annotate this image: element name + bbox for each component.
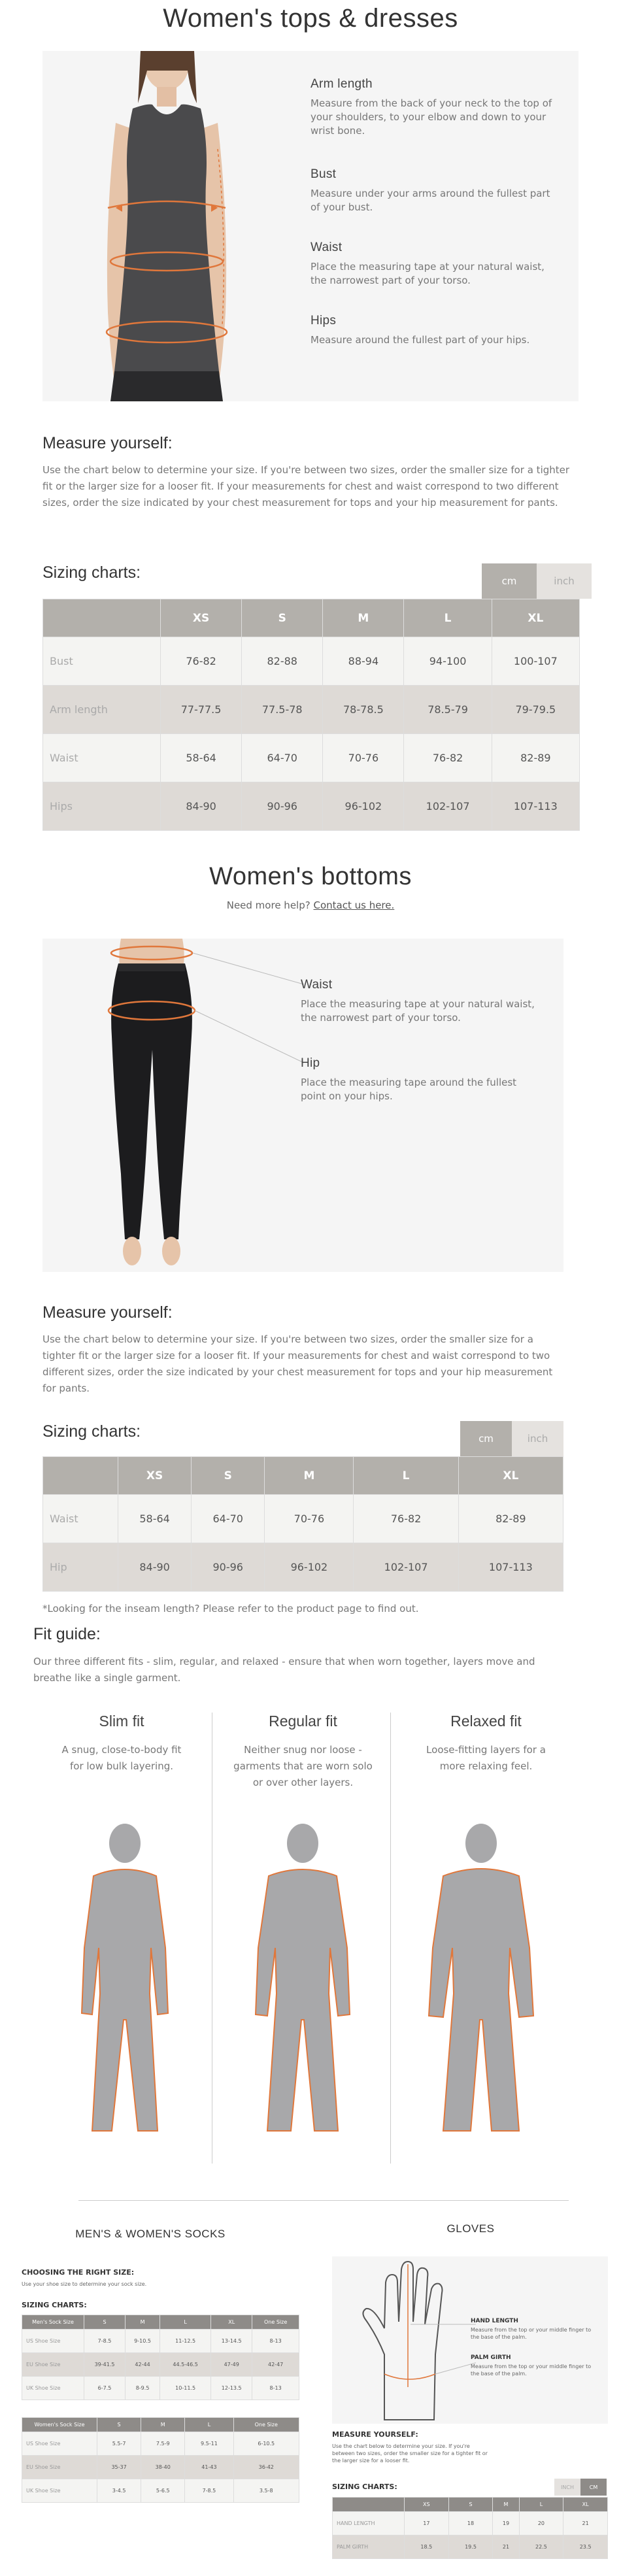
annotation-title: Bust <box>310 167 337 181</box>
annotation-text: Measure around the fullest part of your hips. <box>310 334 530 346</box>
table-header: S <box>84 2315 126 2330</box>
table-cell: 102-107 <box>404 782 492 831</box>
row-label: US Shoe Size <box>22 2432 97 2456</box>
fit-guide-intro: Our three different fits - slim, regular, and relaxed - ensure that when worn together, layers move and breathe like a single garment. <box>33 1656 535 1684</box>
table-cell: 21 <box>493 2535 519 2559</box>
tank-top-shape <box>114 105 219 371</box>
table-cell: 22.5 <box>519 2535 563 2559</box>
annotation-waist <box>310 241 559 288</box>
table-cell: 88-94 <box>323 637 404 686</box>
table-cell: 7-8.5 <box>185 2479 233 2503</box>
bottoms-sizing-table <box>42 1456 563 1592</box>
table-cell: 79-79.5 <box>492 686 579 734</box>
section-divider <box>78 2200 569 2201</box>
bottoms-hero-image <box>42 939 563 1272</box>
mens-socks-table <box>22 2315 299 2400</box>
fit-title: Regular fit <box>269 1713 337 1730</box>
tops-unit-toggle <box>482 563 592 599</box>
table-header: L <box>185 2418 233 2432</box>
measure-text: Use the chart below to determine your size. If you're between two sizes, order the smaller size for a tighter fit or the larger size for a looser fit. <box>332 2443 488 2464</box>
table-header-s: S <box>448 2498 493 2512</box>
hand-outline-icon <box>345 2256 476 2424</box>
annotation-title: Waist <box>301 978 333 992</box>
fit-columns <box>33 1713 569 2170</box>
table-header: One Size <box>233 2418 299 2432</box>
table-header: Men's Sock Size <box>22 2315 84 2330</box>
table-header: S <box>97 2418 141 2432</box>
choosing-size-text: Use your shoe size to determine your sock size. <box>22 2281 147 2287</box>
unit-inch-button[interactable]: inch <box>512 1421 563 1456</box>
table-cell: 78.5-79 <box>404 686 492 734</box>
womens-socks-table <box>22 2417 299 2503</box>
row-label: HAND LENGTH <box>333 2512 405 2535</box>
measure-text: Use the chart below to determine your size. If you're between two sizes, order the smaller size for a tighter fit or the larger size for a looser fit. If your measurements for chest and waist correspond to two different sizes, order the size indicated by your chest measurement for tops and your hip measurement for pants. <box>42 1333 553 1394</box>
unit-inch-button[interactable]: inch <box>537 563 592 599</box>
table-header-s: S <box>242 599 323 637</box>
annotation-text: Place the measuring tape around the fullest point on your hips. <box>301 1077 517 1102</box>
annotation-text: Place the measuring tape at your natural waist, the narrowest part of your torso. <box>310 261 545 286</box>
table-cell: 82-88 <box>242 637 323 686</box>
table-header: M <box>126 2315 160 2330</box>
table-header-m: M <box>323 599 404 637</box>
annotation-title: Waist <box>310 241 343 254</box>
table-cell: 76-82 <box>354 1495 458 1543</box>
table-row <box>43 686 580 734</box>
table-cell: 102-107 <box>354 1543 458 1592</box>
table-cell: 21 <box>563 2512 608 2535</box>
row-label: Bust <box>43 637 161 686</box>
annotation-text: Place the measuring tape at your natural waist, the narrowest part of your torso. <box>301 998 535 1024</box>
table-cell: 38-40 <box>141 2456 185 2479</box>
table-header: XL <box>211 2315 252 2330</box>
table-cell: 9.5-11 <box>185 2432 233 2456</box>
table-header-s: S <box>192 1457 265 1495</box>
gloves-hero <box>332 2256 608 2424</box>
table-cell: 44.5-46.5 <box>160 2353 211 2377</box>
fit-description: A snug, close-to-body fit for low bulk layering. <box>61 1744 182 1772</box>
table-cell: 78-78.5 <box>323 686 404 734</box>
annotation-title: Arm length <box>310 77 373 91</box>
annotation-waist <box>301 978 543 1025</box>
tops-heading: Women's tops & dresses <box>163 4 458 33</box>
table-cell: 11-12.5 <box>160 2330 211 2353</box>
help-text: Need more help? <box>226 899 310 911</box>
table-cell: 7-8.5 <box>84 2330 126 2353</box>
relaxed-fit-figure <box>409 1824 553 2150</box>
fit-column-slim <box>56 1713 187 1775</box>
table-row <box>22 2353 299 2377</box>
table-row <box>333 2535 608 2559</box>
table-cell: 12-13.5 <box>211 2377 252 2400</box>
row-label: Hips <box>43 782 161 831</box>
table-row <box>43 782 580 831</box>
annotation-bust <box>310 167 559 214</box>
table-cell: 96-102 <box>323 782 404 831</box>
table-cell: 7.5-9 <box>141 2432 185 2456</box>
annotation-title: PALM GIRTH <box>471 2354 511 2361</box>
table-cell: 20 <box>519 2512 563 2535</box>
fit-column-relaxed <box>416 1713 556 1775</box>
table-row <box>22 2330 299 2353</box>
table-header-xs: XS <box>118 1457 192 1495</box>
choosing-size-title: CHOOSING THE RIGHT SIZE: <box>22 2268 135 2277</box>
unit-inch-button[interactable]: INCH <box>554 2479 580 2496</box>
unit-cm-button[interactable]: CM <box>580 2479 607 2496</box>
socks-section <box>22 2268 299 2503</box>
annotation-arm-length <box>310 77 559 138</box>
table-header-empty <box>43 599 161 637</box>
gloves-charts-title: SIZING CHARTS: <box>332 2483 397 2491</box>
table-header-m: M <box>265 1457 354 1495</box>
gloves-sizing-table <box>332 2497 608 2559</box>
table-cell: 35-37 <box>97 2456 141 2479</box>
table-cell: 90-96 <box>242 782 323 831</box>
table-row <box>22 2456 299 2479</box>
hand-length-annotation <box>471 2318 595 2341</box>
table-row <box>43 1495 563 1543</box>
table-cell: 6-7.5 <box>84 2377 126 2400</box>
bottoms-unit-toggle <box>460 1421 563 1456</box>
fit-title: Slim fit <box>99 1713 144 1730</box>
table-cell: 96-102 <box>265 1543 354 1592</box>
table-header-empty <box>43 1457 118 1495</box>
table-cell: 84-90 <box>161 782 242 831</box>
annotation-title: HAND LENGTH <box>471 2318 518 2324</box>
table-header: L <box>160 2315 211 2330</box>
table-cell: 8-13 <box>252 2330 299 2353</box>
table-header-empty <box>333 2498 405 2512</box>
table-cell: 64-70 <box>242 734 323 782</box>
table-cell: 90-96 <box>192 1543 265 1592</box>
table-header: One Size <box>252 2315 299 2330</box>
table-row <box>333 2512 608 2535</box>
table-cell: 39-41.5 <box>84 2353 126 2377</box>
help-line <box>0 899 621 911</box>
table-cell: 107-113 <box>458 1543 563 1592</box>
table-cell: 82-89 <box>458 1495 563 1543</box>
tops-sizing-table <box>42 599 580 831</box>
measure-title: Measure yourself: <box>42 1303 173 1322</box>
table-cell: 58-64 <box>161 734 242 782</box>
table-header-xs: XS <box>161 599 242 637</box>
row-label: US Shoe Size <box>22 2330 84 2353</box>
table-cell: 41-43 <box>185 2456 233 2479</box>
tops-sizing-charts-title: Sizing charts: <box>42 563 141 582</box>
table-cell: 76-82 <box>404 734 492 782</box>
table-cell: 47-49 <box>211 2353 252 2377</box>
annotation-title: Hips <box>310 314 337 327</box>
table-row <box>22 2377 299 2400</box>
annotation-text: Measure from the top or your middle finger to the base of the palm. <box>471 2327 592 2340</box>
leggings-shape <box>111 963 192 1239</box>
regular-fit-figure <box>231 1824 375 2150</box>
table-cell: 107-113 <box>492 782 579 831</box>
annotation-title: Hip <box>301 1056 320 1070</box>
table-row <box>43 734 580 782</box>
table-cell: 18 <box>448 2512 493 2535</box>
unit-cm-button[interactable]: cm <box>460 1421 512 1456</box>
measure-text: Use the chart below to determine your size. If you're between two sizes, order the smaller size for a tighter fit or the larger size for a looser fit. If your measurements for chest and waist correspond to two different sizes, order the size indicated by your chest measurement for tops and your hip measurement for pants. <box>42 464 570 509</box>
row-label: Waist <box>43 1495 118 1543</box>
tops-measure-section <box>42 434 580 511</box>
gloves-unit-toggle <box>554 2479 607 2496</box>
table-cell: 36-42 <box>233 2456 299 2479</box>
table-row <box>22 2479 299 2503</box>
table-header-l: L <box>404 599 492 637</box>
table-cell: 77-77.5 <box>161 686 242 734</box>
table-header-m: M <box>493 2498 519 2512</box>
table-cell: 23.5 <box>563 2535 608 2559</box>
bottoms-heading: Women's bottoms <box>209 863 412 890</box>
annotation-text: Measure from the back of your neck to the top of your shoulders, to your elbow and down to your wrist bone. <box>310 97 552 137</box>
table-cell: 82-89 <box>492 734 579 782</box>
bottoms-measure-section <box>42 1303 565 1397</box>
table-cell: 6-10.5 <box>233 2432 299 2456</box>
table-cell: 42-47 <box>252 2353 299 2377</box>
table-cell: 13-14.5 <box>211 2330 252 2353</box>
measure-title: Measure yourself: <box>42 434 173 452</box>
table-cell: 3-4.5 <box>97 2479 141 2503</box>
fit-description: Neither snug nor loose - garments that are worn solo or over other layers. <box>233 1744 373 1788</box>
table-header-xs: XS <box>405 2498 449 2512</box>
table-cell: 100-107 <box>492 637 579 686</box>
fit-divider <box>390 1713 391 2164</box>
tops-hero-image <box>42 51 579 401</box>
fit-title: Relaxed fit <box>450 1713 522 1730</box>
table-cell: 5-6.5 <box>141 2479 185 2503</box>
annotation-hips <box>310 314 559 347</box>
table-header-xl: XL <box>492 599 579 637</box>
table-cell: 3.5-8 <box>233 2479 299 2503</box>
row-label: Waist <box>43 734 161 782</box>
table-row <box>43 637 580 686</box>
contact-us-link[interactable]: Contact us here. <box>313 899 395 911</box>
table-cell: 70-76 <box>265 1495 354 1543</box>
inseam-note: *Looking for the inseam length? Please refer to the product page to find out. <box>42 1603 419 1614</box>
annotation-text: Measure from the top or your middle finger to the base of the palm. <box>471 2364 592 2377</box>
bottoms-sizing-charts-title: Sizing charts: <box>42 1422 141 1441</box>
table-header: M <box>141 2418 185 2432</box>
row-label: UK Shoe Size <box>22 2377 84 2400</box>
table-header-xl: XL <box>458 1457 563 1495</box>
table-row <box>22 2432 299 2456</box>
table-header-xl: XL <box>563 2498 608 2512</box>
fit-column-regular <box>233 1713 373 1791</box>
gloves-measure-section <box>332 2430 608 2464</box>
table-cell: 84-90 <box>118 1543 192 1592</box>
row-label: PALM GIRTH <box>333 2535 405 2559</box>
table-cell: 5.5-7 <box>97 2432 141 2456</box>
table-cell: 77.5-78 <box>242 686 323 734</box>
table-row <box>43 1543 563 1592</box>
table-cell: 9-10.5 <box>126 2330 160 2353</box>
row-label: UK Shoe Size <box>22 2479 97 2503</box>
socks-title: MEN'S & WOMEN'S SOCKS <box>75 2228 226 2240</box>
unit-cm-button[interactable]: cm <box>482 563 537 599</box>
slim-fit-figure <box>53 1824 197 2150</box>
socks-charts-title: SIZING CHARTS: <box>22 2301 87 2309</box>
table-header: Women's Sock Size <box>22 2418 97 2432</box>
gloves-title: GLOVES <box>446 2222 495 2235</box>
table-cell: 42-44 <box>126 2353 160 2377</box>
table-cell: 18.5 <box>405 2535 449 2559</box>
table-cell: 76-82 <box>161 637 242 686</box>
table-cell: 70-76 <box>323 734 404 782</box>
palm-girth-annotation <box>471 2354 595 2377</box>
table-cell: 8-13 <box>252 2377 299 2400</box>
row-label: EU Shoe Size <box>22 2456 97 2479</box>
table-cell: 94-100 <box>404 637 492 686</box>
table-cell: 58-64 <box>118 1495 192 1543</box>
table-cell: 10-11.5 <box>160 2377 211 2400</box>
table-cell: 17 <box>405 2512 449 2535</box>
table-cell: 64-70 <box>192 1495 265 1543</box>
table-cell: 19 <box>493 2512 519 2535</box>
table-cell: 8-9.5 <box>126 2377 160 2400</box>
annotation-hip <box>301 1056 543 1103</box>
measure-title: MEASURE YOURSELF: <box>332 2430 418 2439</box>
row-label: EU Shoe Size <box>22 2353 84 2377</box>
row-label: Arm length <box>43 686 161 734</box>
row-label: Hip <box>43 1543 118 1592</box>
table-header-l: L <box>354 1457 458 1495</box>
table-cell: 19.5 <box>448 2535 493 2559</box>
annotation-text: Measure under your arms around the fullest part of your bust. <box>310 188 550 213</box>
fit-description: Loose-fitting layers for a more relaxing feel. <box>426 1744 546 1772</box>
table-header-l: L <box>519 2498 563 2512</box>
fit-guide-title: Fit guide: <box>33 1625 101 1643</box>
